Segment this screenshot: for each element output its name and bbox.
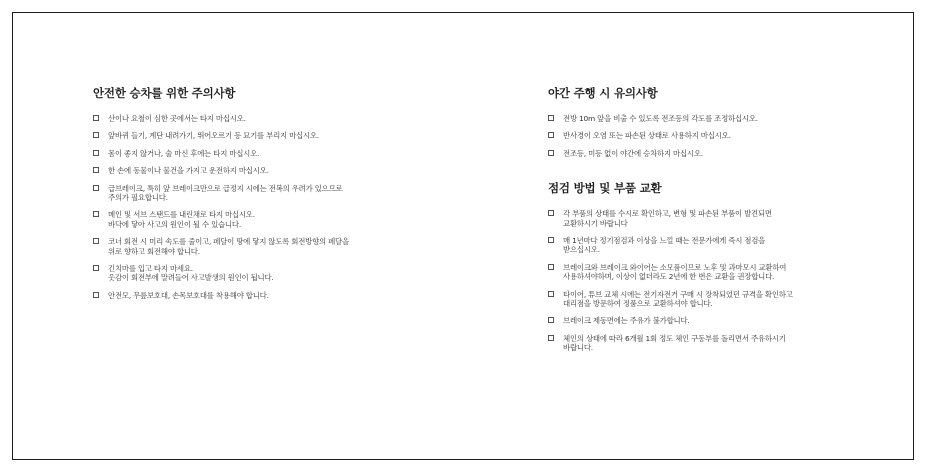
page-frame [12, 12, 914, 460]
section-title-inspection: 점검 방법 및 부품 교환 [548, 181, 662, 196]
checkbox-icon [93, 292, 99, 298]
right-column [548, 85, 868, 361]
section-title-night: 야간 주행 시 유의사항 [548, 86, 658, 100]
checkbox-icon [548, 132, 554, 138]
checkbox-icon [548, 264, 554, 270]
checkbox-icon [93, 238, 99, 244]
list-item: 전조등, 미등 없이 야간에 승차하지 마십시오. [548, 149, 868, 158]
list-item: 각 부품의 상태를 수시로 확인하고, 변형 및 파손된 부품이 발견되면 교환하시기 바랍니다 [548, 209, 868, 228]
list-item: 타이어, 튜브 교체 시에는 전기자전거 구매 시 장착되었던 규격을 확인하고 대리점을 방문하여 정품으로 교환하셔야 합니다. [548, 290, 868, 309]
checkbox-icon [548, 291, 554, 297]
checkbox-icon [93, 167, 99, 173]
list-item: 체인의 상태에 따라 6개월 1회 정도 체인 구동부를 돌리면서 주유하시기 바랍니다. [548, 334, 868, 353]
night-riding-section [548, 85, 868, 158]
list-item: 산이나 요철이 심한 곳에서는 타지 마십시오. [93, 114, 423, 123]
safety-section [93, 85, 423, 308]
inspection-list [548, 209, 868, 352]
list-item: 브레이크 제동면에는 주유가 불가합니다. [548, 316, 868, 325]
checkbox-icon [548, 210, 554, 216]
list-item: 안전모, 무릎보호대, 손목보호대를 착용해야 합니다. [93, 291, 423, 300]
list-item: 브레이크와 브레이크 와이어는 소모품이므로 노후 및 과마모시 교환하여 사용하셔야하며, 이상이 없더라도 2년에 한 번은 교환을 권장합니다. [548, 263, 868, 282]
checkbox-icon [93, 150, 99, 156]
list-item: 매 1년마다 정기점검과 이상을 느낄 때는 전문가에게 즉시 점검을 받으십시오. [548, 236, 868, 255]
list-item: 전방 10m 앞을 비출 수 있도록 전조등의 각도를 조정하십시오. [548, 114, 868, 123]
checkbox-icon [548, 335, 554, 341]
checkbox-icon [548, 237, 554, 243]
checkbox-icon [93, 132, 99, 138]
list-item: 한 손에 동물이나 물건을 가지고 운전하지 마십시오. [93, 166, 423, 175]
section-title-safety: 안전한 승차를 위한 주의사항 [93, 86, 236, 100]
list-item: 몸이 좋지 않거나, 술 마신 후에는 타지 마십시오. [93, 149, 423, 158]
checkbox-icon [93, 211, 99, 217]
list-item: 긴치마를 입고 타지 마세요. 옷감이 회전부에 말려들어 사고발생의 원인이 됩니다. [93, 264, 423, 283]
checkbox-icon [93, 115, 99, 121]
checkbox-icon [93, 265, 99, 271]
night-list [548, 114, 868, 158]
list-item: 앞바퀴 들기, 계단 내려가기, 뛰어오르기 등 묘기를 부리지 마십시오. [93, 131, 423, 140]
safety-list [93, 114, 423, 300]
checkbox-icon [548, 150, 554, 156]
list-item: 급브레이크, 특히 앞 브레이크만으로 급정지 시에는 전복의 우려가 있으므로 주의가 필요합니다. [93, 184, 423, 203]
checkbox-icon [548, 317, 554, 323]
list-item: 코너 회전 시 미리 속도를 줄이고, 페달이 땅에 닿지 않도록 회전방향의 페달을 위로 향하고 회전해야 합니다. [93, 237, 423, 256]
list-item: 메인 및 서브 스탠드를 내린채로 타지 마십시오. 바닥에 닿아 사고의 원인이 될 수 있습니다. [93, 210, 423, 229]
checkbox-icon [93, 185, 99, 191]
list-item: 반사경이 오염 또는 파손된 상태로 사용하지 마십시오. [548, 131, 868, 140]
checkbox-icon [548, 115, 554, 121]
inspection-section [548, 180, 868, 352]
